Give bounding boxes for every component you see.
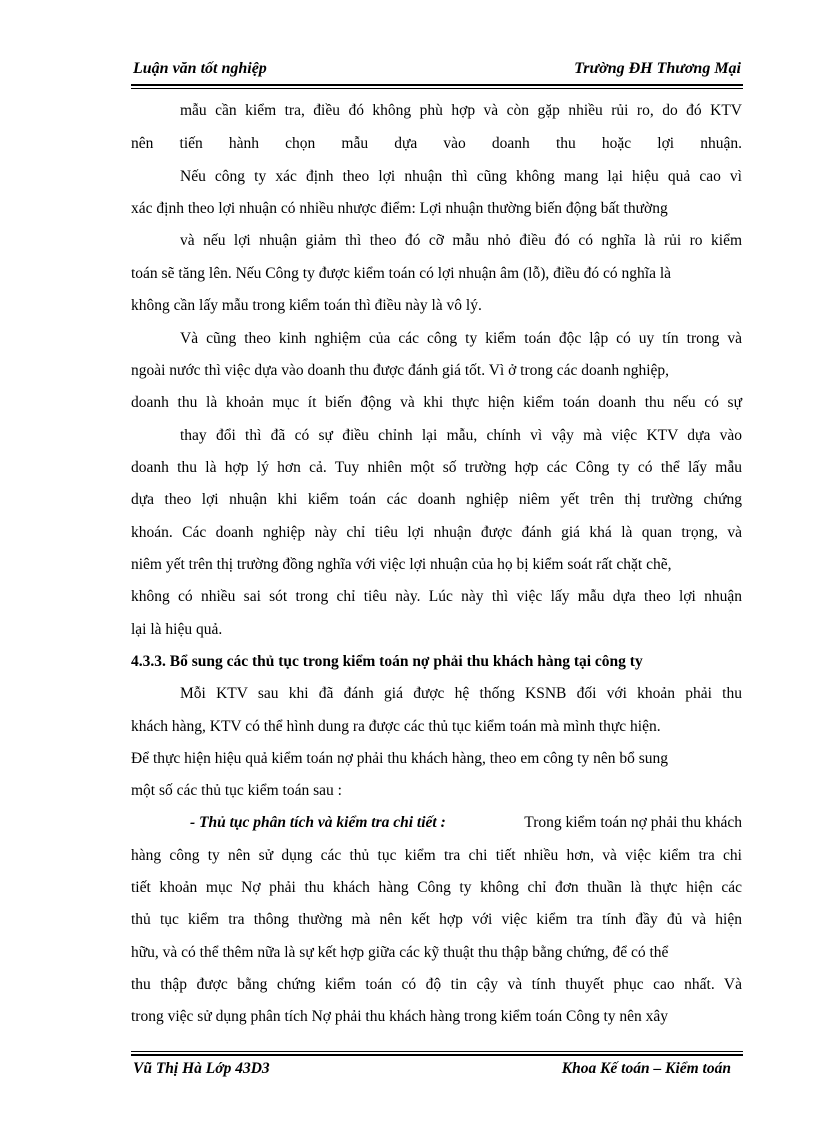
page-header [131, 58, 743, 84]
text-line: hàng công ty nên sử dụng các thủ tục kiểm tra chi tiết nhiều hơn, và việc kiểm tra chi [131, 847, 742, 864]
text-line: thủ tục kiểm tra thông thường mà nên kết hợp với việc kiểm tra tính đầy đủ và hiện [131, 911, 742, 928]
text-line: Nếu công ty xác định theo lợi nhuận thì cũng không mang lại hiệu quả cao vì [180, 168, 742, 185]
footer-author: Vũ Thị Hà Lớp 43D3 [133, 1060, 270, 1077]
header-left-title: Luận văn tốt nghiệp [133, 60, 267, 77]
footer-department: Khoa Kế toán – Kiểm toán [561, 1060, 731, 1077]
text-line: Trong kiểm toán nợ phải thu khách [524, 814, 742, 831]
text-line: nên tiến hành chọn mẫu dựa vào doanh thu hoặc lợi nhuận. [131, 135, 742, 152]
text-line: niêm yết trên thị trường đồng nghĩa với việc lợi nhuận của họ bị kiểm soát rất chặt chẽ, [131, 556, 672, 573]
text-line: khách hàng, KTV có thể hình dung ra được các thủ tục kiểm toán mà mình thực hiện. [131, 718, 661, 735]
text-line: không có nhiều sai sót trong chỉ tiêu này. Lúc này thì việc lấy mẫu dựa theo lợi nhuận [131, 588, 742, 605]
list-item-lead-line [190, 813, 742, 833]
footer-rule-thick [131, 1054, 743, 1056]
text-line: xác định theo lợi nhuận có nhiều nhược điểm: Lợi nhuận thường biến động bất thường [131, 200, 668, 217]
text-line: doanh thu là hợp lý hơn cả. Tuy nhiên một số trường hợp các Công ty có thể lấy mẫu [131, 459, 742, 476]
list-item-title: - Thủ tục phân tích và kiểm tra chi tiết : [190, 814, 446, 831]
text-line: Và cũng theo kinh nghiệm của các công ty kiểm toán độc lập có uy tín trong và [180, 330, 742, 347]
text-line: Mỗi KTV sau khi đã đánh giá được hệ thống KSNB đối với khoản phải thu [180, 685, 742, 702]
header-right-title: Trường ĐH Thương Mại [574, 60, 741, 77]
text-line: không cần lấy mẫu trong kiểm toán thì điều này là vô lý. [131, 297, 482, 314]
text-line: ngoài nước thì việc dựa vào doanh thu được đánh giá tốt. Vì ở trong các doanh nghiệp, [131, 362, 670, 379]
text-line: lại là hiệu quả. [131, 621, 223, 638]
text-line: khoán. Các doanh nghiệp này chỉ tiêu lợi nhuận được đánh giá khá là quan trọng, và [131, 524, 742, 541]
footer-rule-thin [131, 1051, 743, 1052]
text-line: hữu, và có thể thêm nữa là sự kết hợp giữa các kỹ thuật thu thập bằng chứng, để có thể [131, 944, 669, 961]
page-footer [131, 1060, 743, 1084]
text-line: mẫu cần kiểm tra, điều đó không phù hợp và còn gặp nhiều rủi ro, do đó KTV [180, 102, 742, 119]
header-rule-thin [131, 88, 743, 89]
header-rule-thick [131, 84, 743, 86]
text-line: doanh thu là khoản mục ít biến động và khi thực hiện kiểm toán doanh thu nếu có sự [131, 394, 742, 411]
text-line: trong việc sử dụng phân tích Nợ phải thu khách hàng trong kiểm toán Công ty nên xây [131, 1008, 669, 1025]
section-heading: 4.3.3. Bổ sung các thủ tục trong kiểm toán nợ phải thu khách hàng tại công ty [131, 653, 643, 670]
text-line: Để thực hiện hiệu quả kiểm toán nợ phải thu khách hàng, theo em công ty nên bổ sung [131, 750, 669, 767]
text-line: và nếu lợi nhuận giảm thì theo đó cỡ mẫu nhỏ điều đó có nghĩa là rủi ro kiểm [180, 232, 742, 249]
text-line: thay đổi thì đã có sự điều chỉnh lại mẫu, chính vì vậy mà việc KTV dựa vào [180, 427, 742, 444]
text-line: toán sẽ tăng lên. Nếu Công ty được kiểm toán có lợi nhuận âm (lỗ), điều đó có nghĩa là [131, 265, 672, 282]
text-line: tiết khoản mục Nợ phải thu khách hàng Công ty không chỉ đơn thuần là thực hiện các [131, 879, 742, 896]
text-line: dựa theo lợi nhuận khi kiểm toán các doanh nghiệp niêm yết trên thị trường chứng [131, 491, 742, 508]
text-line: một số các thủ tục kiểm toán sau : [131, 782, 342, 799]
text-line: thu thập được bằng chứng kiểm toán có độ tin cậy và tính thuyết phục cao nhất. Và [131, 976, 742, 993]
